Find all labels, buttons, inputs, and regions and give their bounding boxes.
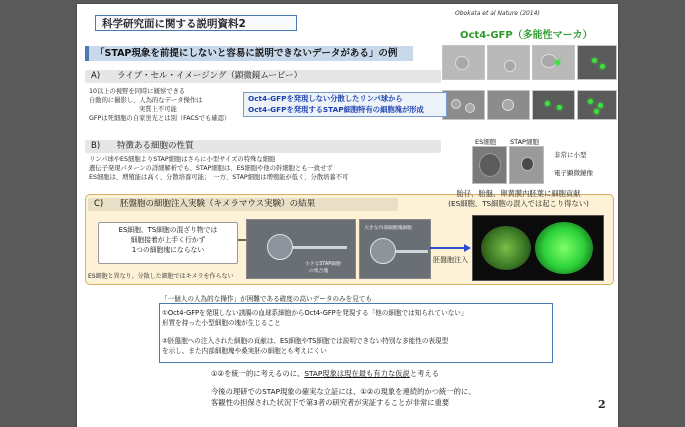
stap-cell-em-image	[509, 146, 544, 184]
page-number: 2	[598, 398, 606, 411]
injection-photo-1	[246, 219, 356, 279]
chimera-right-header-line-1: 胎仔、胎盤、卵黄膜内胚葉に細胞貢献	[456, 189, 581, 198]
section-c-title: 胚盤胞の細胞注入実験（キメラマウス実験）の結果	[120, 199, 316, 209]
conclusion-line-1	[211, 369, 439, 378]
injection-photo-2	[359, 219, 431, 279]
section-a-line-2: 自動的に撮影し、人為的なデータ操作は	[89, 97, 203, 104]
pipette-icon	[287, 246, 347, 249]
blastocyst-icon	[267, 234, 293, 260]
es-cell-em-image	[472, 146, 507, 184]
micro-photo-1	[442, 45, 485, 80]
section-a-line-1: 10以上の視野を同時に観察できる	[89, 88, 186, 95]
very-small-label: 非常に小型	[554, 151, 587, 159]
summary-item2-line1: ②胚盤胞への注入された細胞の貢献は、ES細胞やTS細胞では説明できない特別な多能性の表現型	[162, 337, 449, 345]
summary-box	[159, 303, 553, 363]
conclusion-line-3: 客観性の担保された状況下で第3者の研究者が実証することが非常に重要	[211, 398, 450, 407]
inner-cell-mass-label: 大きな内部細胞塊細胞	[364, 226, 412, 231]
chimera-bottom-note: ES細胞と異なり、分散した細胞ではキメラを作らない	[88, 273, 234, 280]
conclusion-line-1-underlined: STAP現象は現在最も有力な仮説	[304, 369, 410, 378]
injection-arrow-icon	[430, 247, 464, 249]
embryo-icon-2	[535, 222, 593, 274]
es-ts-mix-caption-line-1: ES細胞、TS細胞の混ざり物では	[118, 226, 218, 234]
injection-arrow-label: 胚盤胞注入	[433, 256, 468, 264]
chimera-experiment-box	[85, 189, 614, 285]
micro-photo-7	[532, 90, 575, 120]
summary-item1-line2: 形質を持った小型細胞の塊が生じること	[162, 319, 281, 327]
section-a-line-4: GFPは死細胞の自家蛍光とは別（FACSでも確認）	[89, 115, 231, 122]
slide	[77, 4, 618, 427]
conclusion-line-2: 今後の理研でのSTAP現象の確実な立証には、①②の現象を連続的かつ統一的に、	[211, 387, 476, 396]
embryo-icon-1	[481, 226, 531, 270]
section-a-line-3: 実質上不可能	[139, 106, 177, 113]
oct4-gfp-header: Oct4-GFP（多能性マーカ）	[460, 30, 593, 41]
live-imaging-note	[243, 92, 447, 117]
slide-title: 科学研究面に関する説明資料2	[95, 15, 297, 31]
summary-header: 「一個人の人為的な操作」が困難である確度の高いデータのみを見ても	[161, 295, 376, 304]
section-b-line-1: リンパ球やES細胞よりSTAP細胞はさらに小型サイズの特殊な細胞	[89, 156, 276, 163]
injection-arrowhead-icon	[464, 244, 471, 252]
section-b-title: 特徴ある細胞の性質	[117, 141, 194, 151]
micro-photo-5	[442, 90, 485, 120]
section-c-header	[88, 198, 398, 211]
micro-photo-4	[577, 45, 617, 80]
citation-credit: Obokata et al Nature (2014)	[455, 10, 540, 17]
conclusion-line-1-suffix: と考える	[409, 369, 440, 378]
es-ts-mix-caption-line-3: 1つの細胞塊にならない	[131, 246, 205, 254]
section-a-header	[85, 70, 441, 83]
micro-photo-8	[577, 90, 617, 120]
section-b-header	[85, 140, 441, 153]
micro-photo-3	[532, 45, 575, 80]
electron-microscope-label: 電子顕微鏡像	[554, 169, 593, 177]
micro-photo-2	[487, 45, 530, 80]
live-imaging-note-line-2: Oct4-GFPを発現するSTAP細胞特有の細胞塊が形成	[248, 105, 424, 114]
section-b-line-3: ES細胞は、増殖能は高く、分散培養可能； 一方、STAP細胞は増殖能が低く、分散培養不可	[89, 174, 349, 181]
section-b-line-2: 遺伝子発現パターンの詳細解析でも、STAP細胞は、ES細胞や他の幹細胞とも一致せず	[89, 165, 333, 172]
stap-cell-label: STAP細胞	[510, 138, 539, 146]
summary-item2-line2: を示し、また内部細胞塊や桑実胚の細胞とも考えにくい	[162, 347, 327, 355]
live-imaging-note-line-1: Oct4-GFPを発現しない分散したリンパ球から	[248, 94, 403, 103]
chimera-right-header	[421, 189, 616, 209]
stap-cluster-label-2: の集合塊	[309, 269, 329, 274]
es-ts-mix-caption	[98, 222, 238, 264]
cell-mass-icon	[370, 238, 396, 264]
chimera-right-header-line-2: (ES細胞、TS細胞の混入では起こり得ない)	[448, 199, 589, 208]
es-ts-mix-caption-line-2: 細胞接着が上手く行かず	[130, 236, 206, 244]
section-b-letter: B)	[91, 141, 101, 151]
conclusion-line-1-prefix: ①②を統一的に考えるのに、	[211, 369, 305, 378]
section-c-letter: C)	[94, 199, 104, 209]
stap-cluster-label-1: 小さなSTAP細胞	[305, 262, 341, 267]
section-a-letter: A)	[91, 71, 101, 81]
chimera-embryo-image	[472, 215, 604, 281]
section-a-title: ライブ・セル・イメージング（顕微鏡ムービー）	[117, 71, 303, 81]
subtitle-bar: 「STAP現象を前提にしないと容易に説明できないデータがある」の例	[85, 46, 413, 61]
micro-photo-6	[487, 90, 530, 120]
es-cell-label: ES細胞	[475, 138, 497, 146]
summary-item1-line1: ①Oct4-GFPを発現しない誘腸の血球系細胞からOct4-GFPを発現する「他の細胞では知られていない」	[162, 309, 468, 317]
